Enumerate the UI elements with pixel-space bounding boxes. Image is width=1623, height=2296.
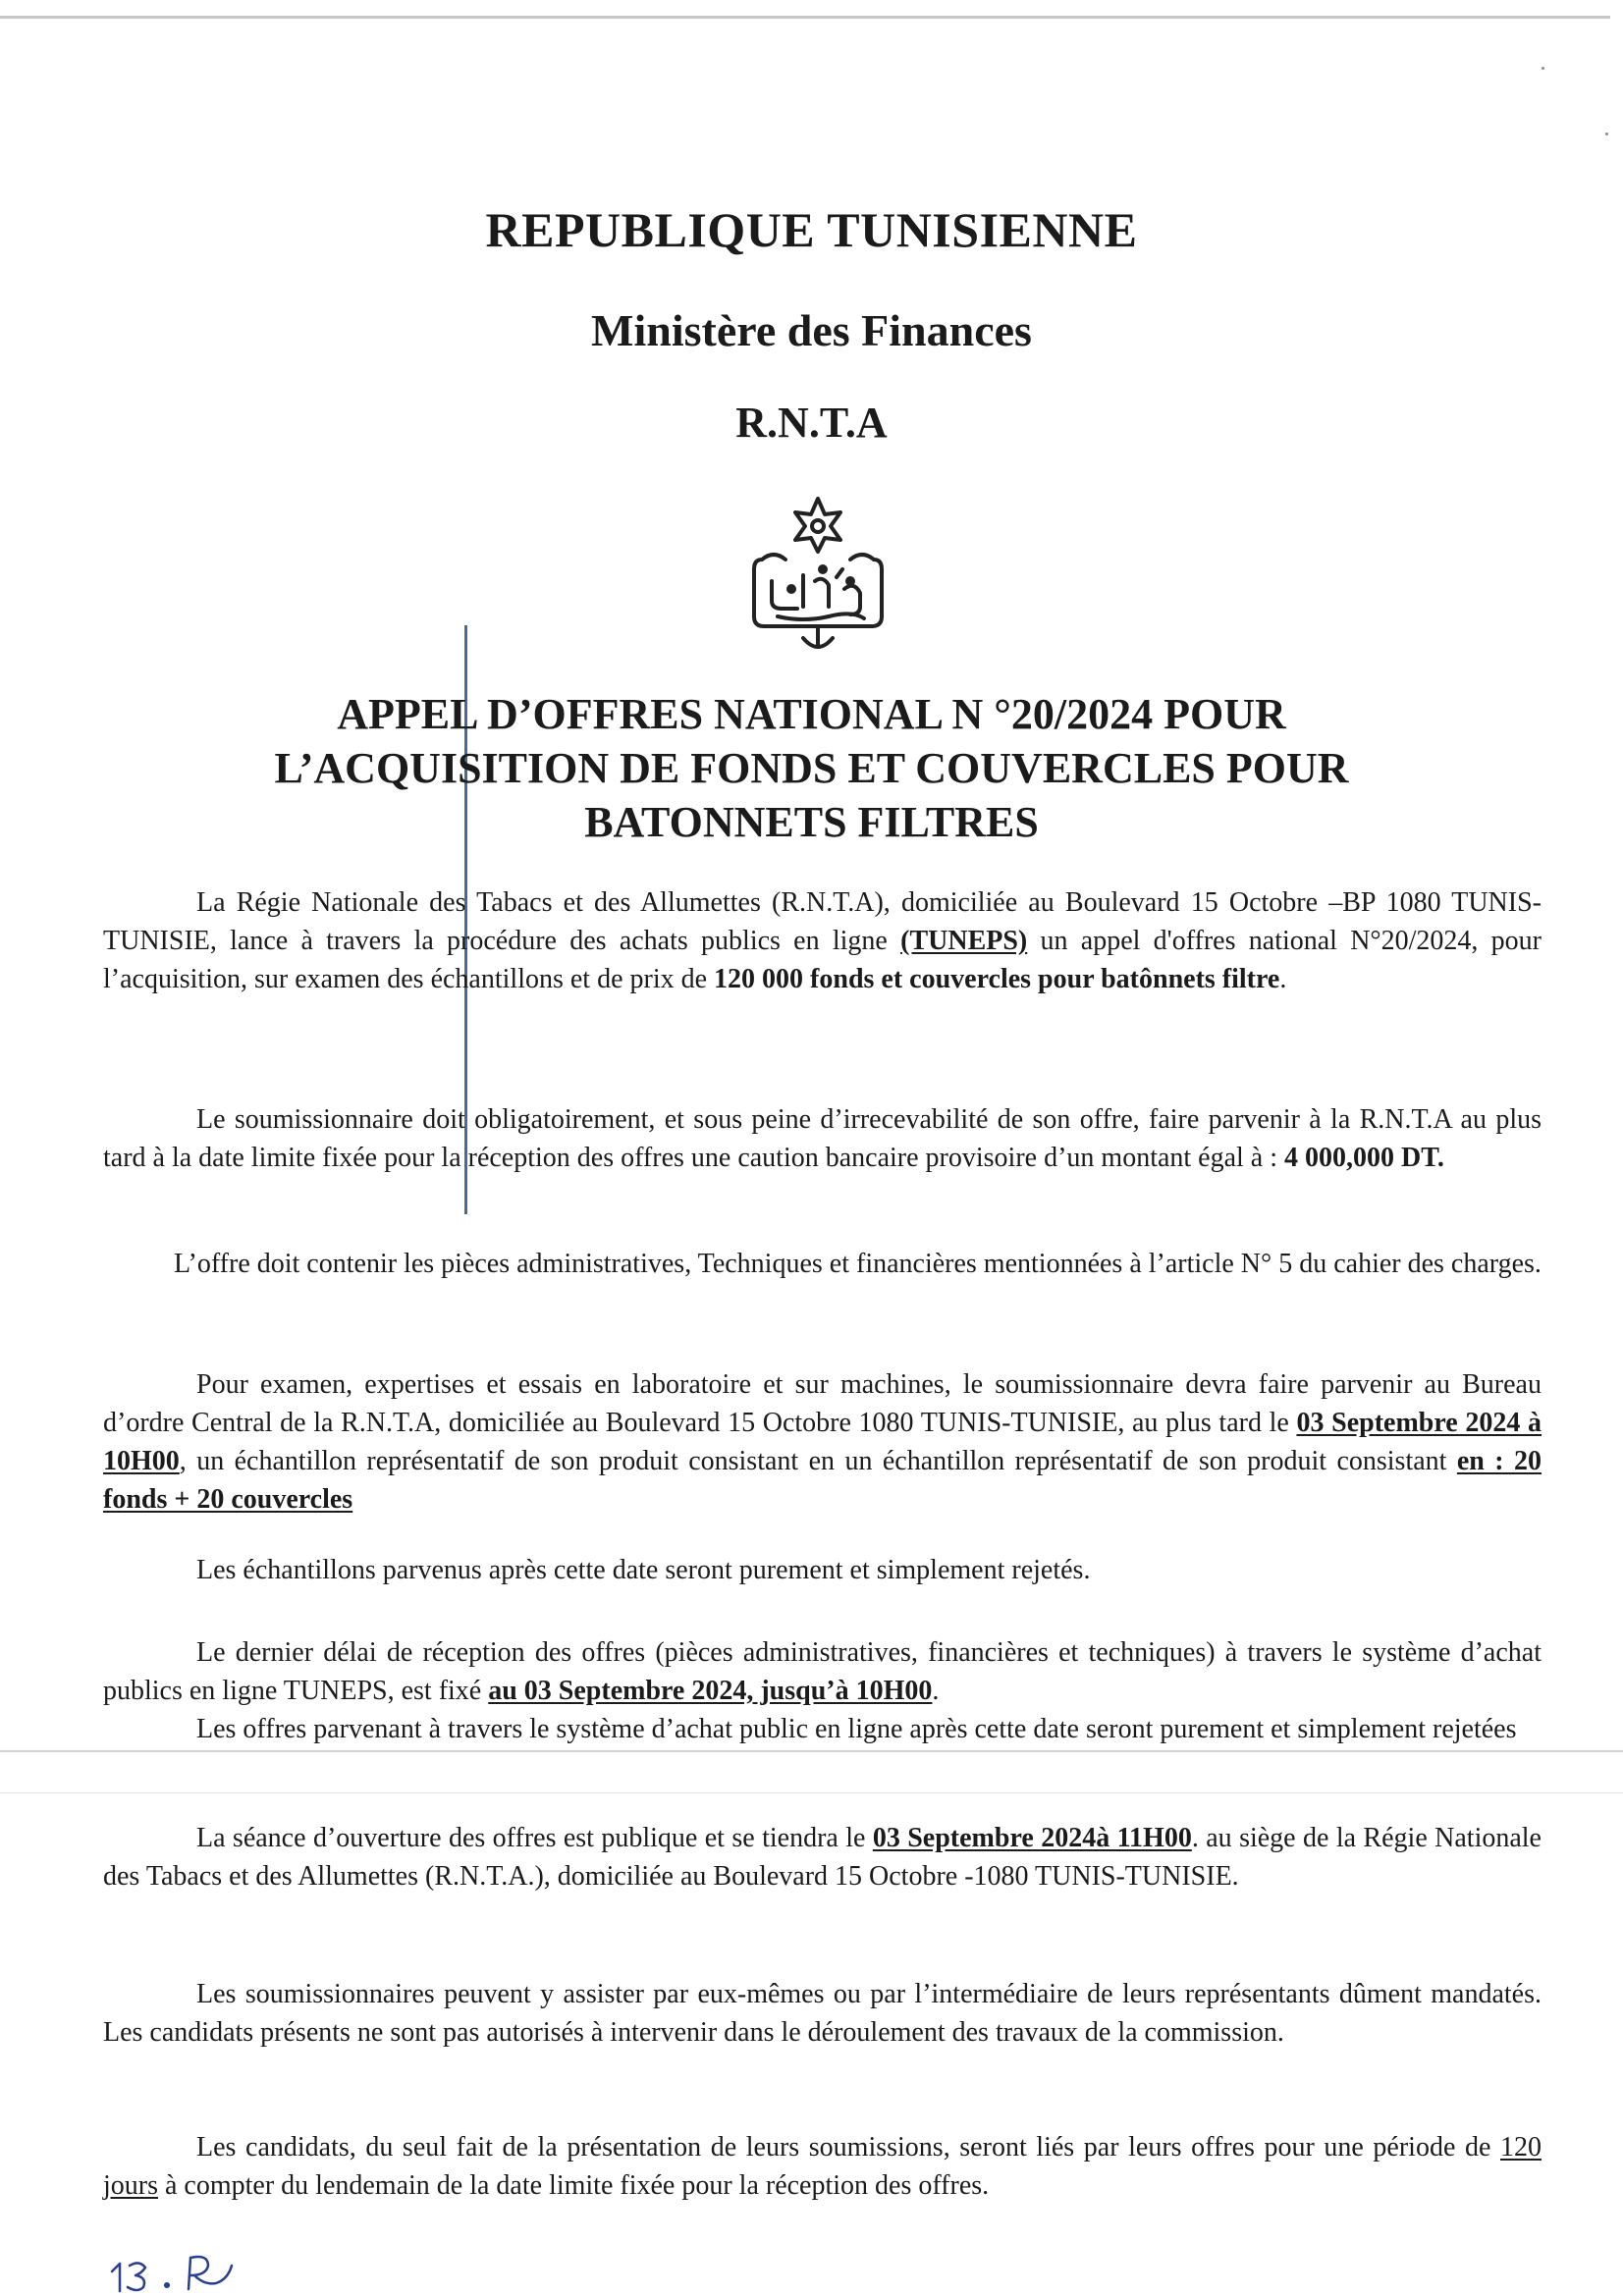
guarantee-amount: 4 000,000 DT. (1284, 1143, 1444, 1173)
scan-speck (1605, 133, 1608, 135)
tender-title (147, 687, 1476, 849)
paragraph-attendance: Les soumissionnaires peuvent y assister par eux-mêmes ou par l’intermédiaire de leurs représentants dûment mandatés. Les candidats présents ne sont pas autorisés à intervenir dans le déroulement des travaux de la commission. (103, 1979, 1542, 2048)
paragraph-offer-deadline: Le dernier délai de réception des offres (pièces administratives, financières et techniques) à travers le système d’achat publics en ligne TUNEPS, est fixé au 03 Septembre 2024, jusqu’à 10H00. Les offres parvenant à travers le système d’achat public en ligne après cette date seront purement et simplement rejetées (103, 1637, 1542, 1744)
sample-quantity: en : 20 fonds + 20 couvercles (103, 1446, 1542, 1515)
offer-deadline: au 03 Septembre 2024, jusqu’à 10H00 (488, 1676, 933, 1706)
opening-date: 03 Septembre 2024à 11H00 (872, 1823, 1192, 1853)
paragraph-validity: Les candidats, du seul fait de la présentation de leurs soumissions, seront liés par leurs offres pour une période de 120 jours à compter du lendemain de la date limite fixée pour la réception des offres. (103, 2132, 1542, 2201)
country-heading: REPUBLIQUE TUNISIENNE (485, 202, 1138, 257)
tuneps-highlight: (TUNEPS) (900, 926, 1028, 956)
paragraph-samples: Pour examen, expertises et essais en laboratoire et sur machines, le soumissionnaire devra faire parvenir au Bureau d’ordre Central de la R.N.T.A, domiciliée au Boulevard 15 Octobre 1080 TUNIS-TUNISIE, au plus tard le 03 Septembre 2024 à 10H00, un échantillon représentatif de son produit consistant en un échantillon représentatif de son produit consistant en : 20 fonds + 20 couvercles (103, 1369, 1542, 1515)
paragraph-opening-session: La séance d’ouverture des offres est publique et se tiendra le 03 Septembre 2024à 11H00. au siège de la Régie Nationale des Tabacs et des Allumettes (R.N.T.A.), domiciliée au Boulevard 15 Octobre -1080 TUNIS-TUNISIE. (103, 1823, 1542, 1892)
paragraph-announcement: La Régie Nationale des Tabacs et des Allumettes (R.N.T.A), domiciliée au Boulevard 15 Octobre –BP 1080 TUNIS-TUNISIE, lance à travers la procédure des achats publics en ligne (TUNEPS) un appel d'offres national N°20/2024, pour l’acquisition, sur examen des échantillons et de prix de 120 000 fonds et couvercles pour batônnets filtre. (103, 887, 1542, 994)
ministry-heading: Ministère des Finances (591, 305, 1032, 355)
validity-period: 120 jours (103, 2132, 1542, 2201)
handwritten-signature (106, 2246, 302, 2295)
sample-deadline: 03 Septembre 2024 à 10H00 (103, 1408, 1542, 1476)
tunisian-emblem-icon (734, 491, 901, 658)
quantity-highlight: 120 000 fonds et couvercles pour batônnets filtre (714, 964, 1280, 994)
paragraph-guarantee: Le soumissionnaire doit obligatoirement, et sous peine d’irrecevabilité de son offre, faire parvenir à la R.N.T.A au plus tard à la date limite fixée pour la réception des offres une caution bancaire provisoire d’un montant égal à : 4 000,000 DT. (103, 1104, 1542, 1173)
paragraph-late-samples: Les échantillons parvenus après cette date seront purement et simplement rejetés. (196, 1555, 1091, 1585)
scan-speck (1542, 67, 1544, 70)
tender-title-line: BATONNETS FILTRES (584, 798, 1039, 846)
tender-title-line: APPEL D’OFFRES NATIONAL N °20/2024 POUR (337, 690, 1286, 738)
scan-artifact-line (0, 1792, 1623, 1793)
paragraph-documents: L’offre doit contenir les pièces administratives, Techniques et financières mentionnées à l’article N° 5 du cahier des charges. (174, 1249, 1542, 1279)
scan-border-top (0, 16, 1610, 19)
organization-heading: R.N.T.A (735, 399, 888, 447)
scan-artifact-line (0, 1750, 1623, 1752)
tender-title-line: L’ACQUISITION DE FONDS ET COUVERCLES POUR (274, 744, 1349, 792)
